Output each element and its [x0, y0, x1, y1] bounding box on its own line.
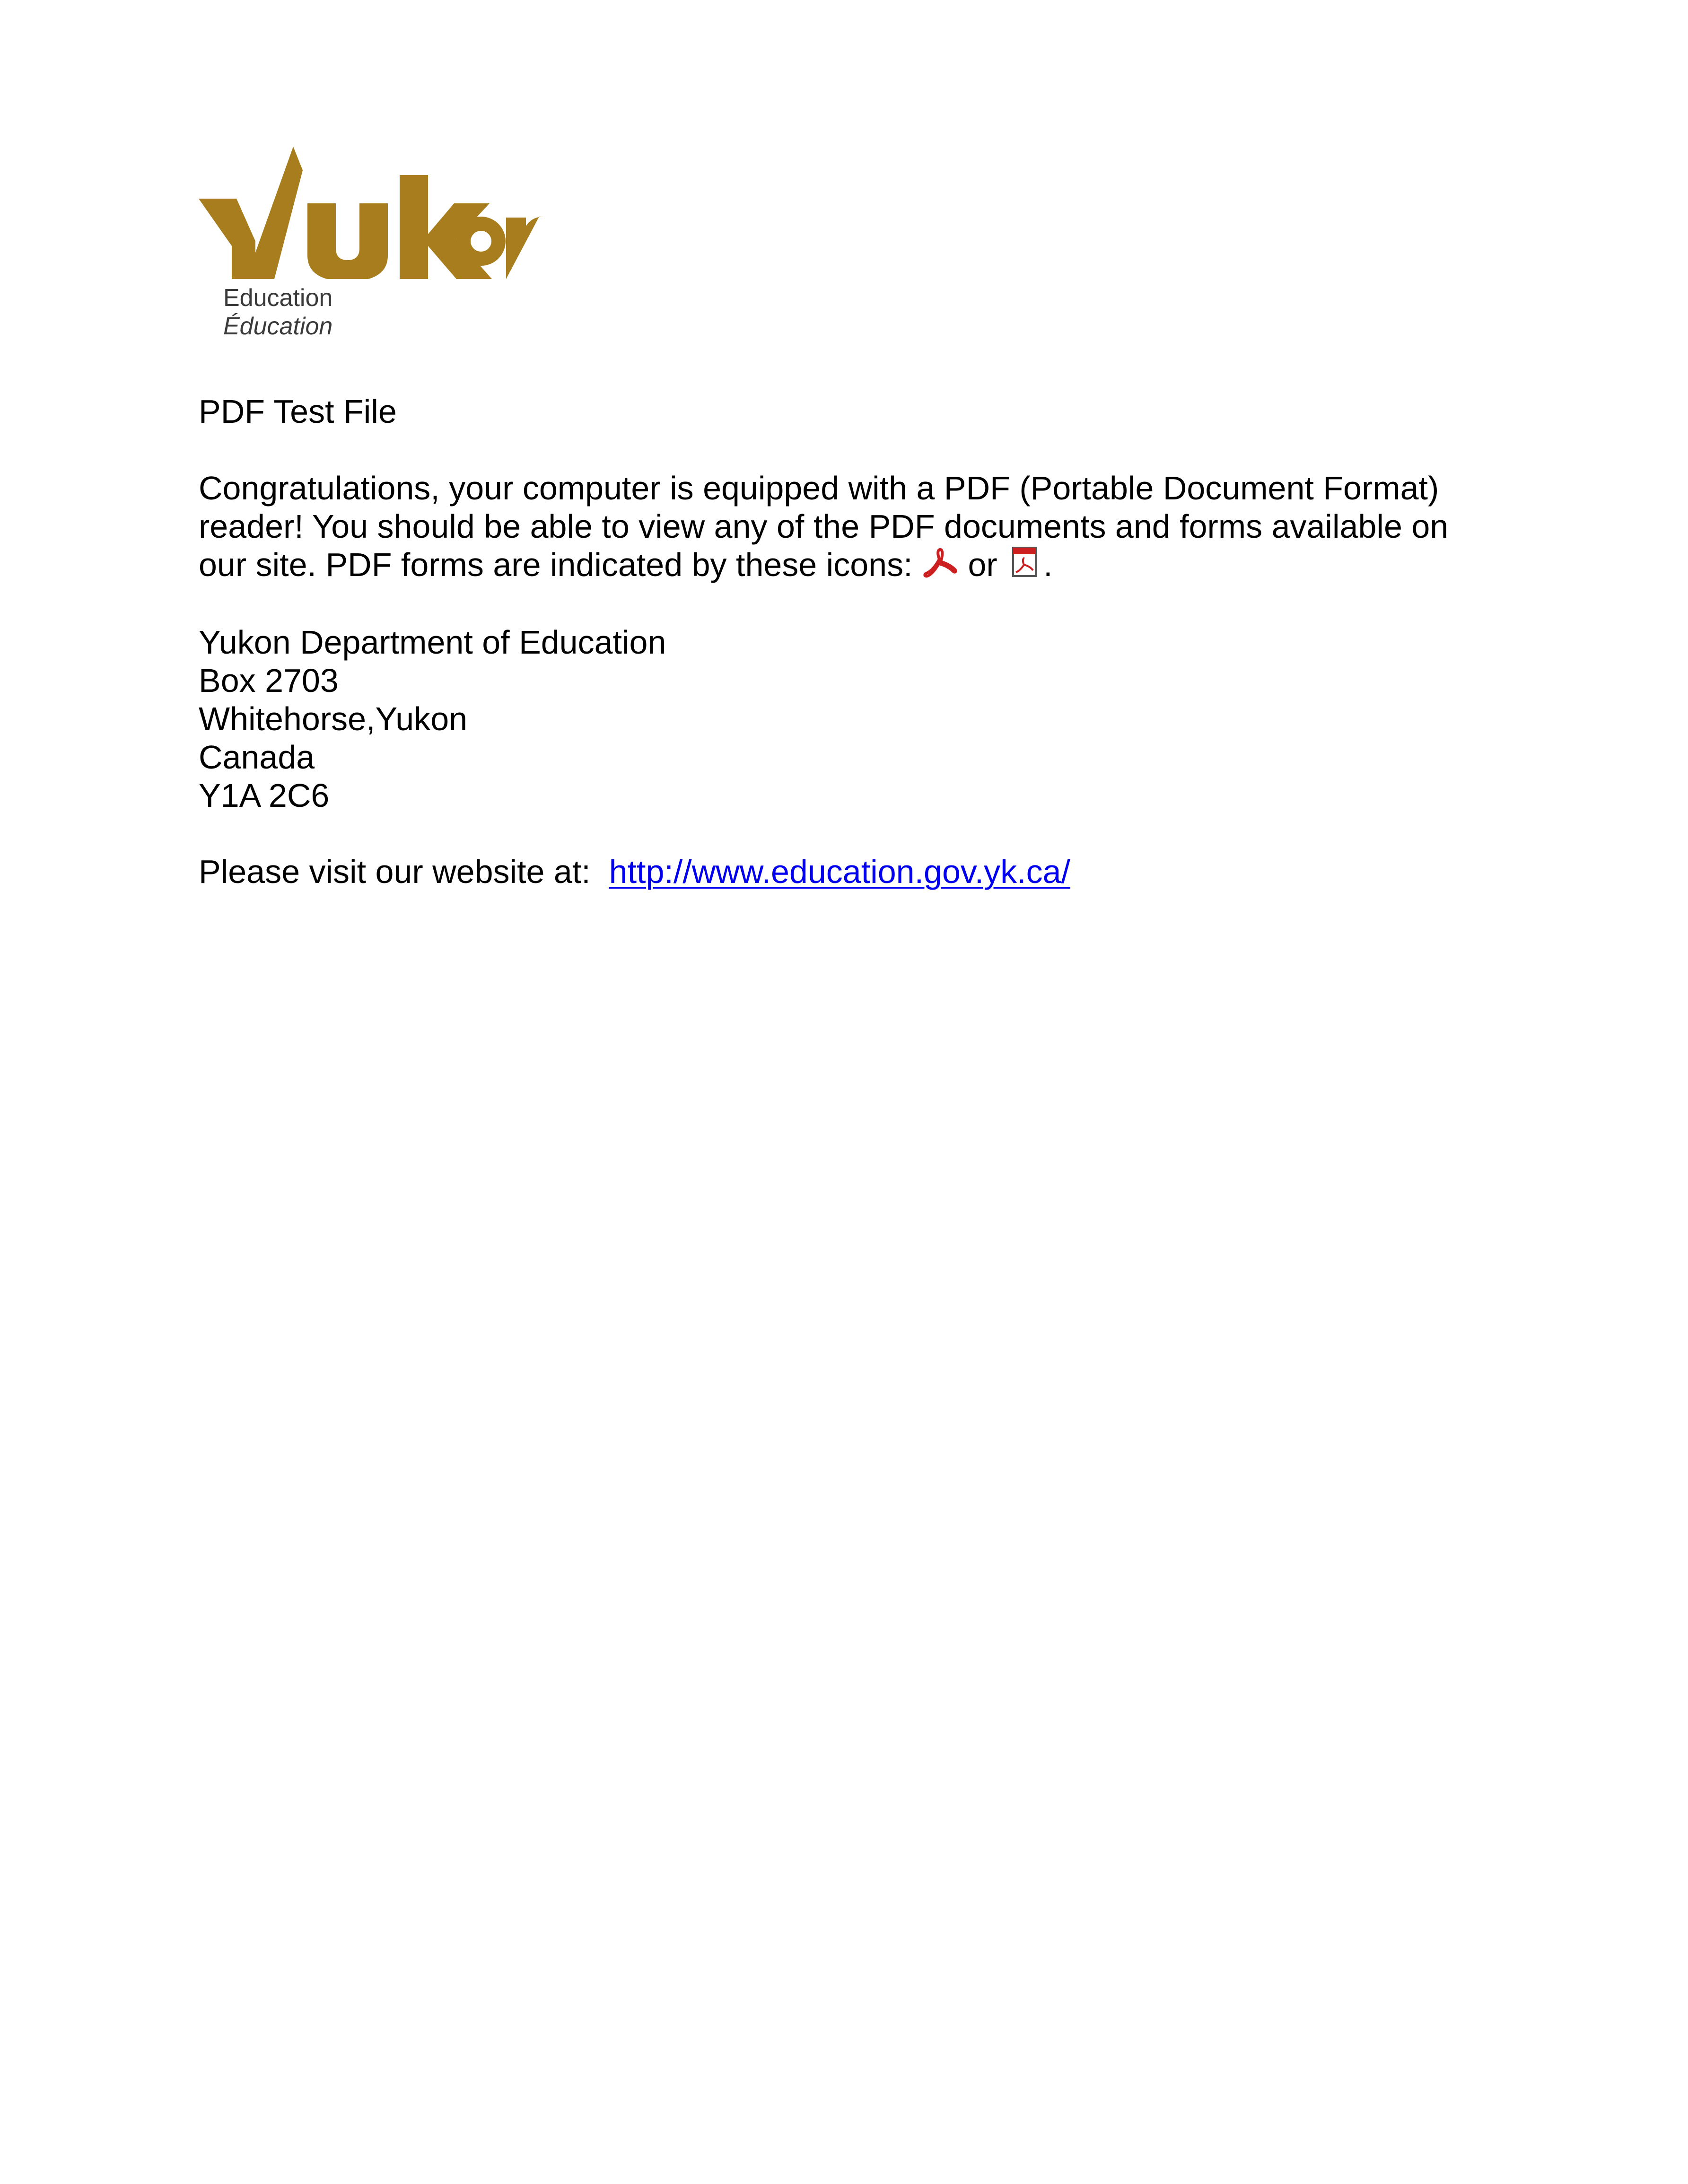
pdf-document-icon	[1006, 546, 1043, 579]
address-line-2: Box 2703	[199, 662, 339, 699]
address-line-3: Whitehorse,Yukon	[199, 700, 468, 737]
intro-paragraph	[199, 469, 1523, 584]
logo-subtitle-french: Éducation	[223, 313, 333, 340]
document-title: PDF Test File	[199, 393, 397, 430]
website-link[interactable]: http://www.education.gov.yk.ca/	[609, 853, 1070, 890]
paragraph-period: .	[1043, 546, 1053, 583]
website-label: Please visit our website at:	[199, 853, 591, 890]
yukon-education-logo	[199, 147, 539, 345]
address-line-1: Yukon Department of Education	[199, 624, 666, 661]
paragraph-line-2: reader! You should be able to view any of the PDF documents and forms available on	[199, 508, 1449, 545]
paragraph-line-3	[199, 546, 1523, 584]
address-line-5: Y1A 2C6	[199, 777, 330, 814]
paragraph-line-1: Congratulations, your computer is equipped with a PDF (Portable Document Format)	[199, 470, 1439, 507]
logo-subtitle-english: Education	[223, 284, 333, 312]
acrobat-icon	[922, 546, 959, 579]
paragraph-or-text: or	[968, 546, 997, 583]
yukon-wordmark-tail	[199, 147, 539, 279]
paragraph-line-3-text: our site. PDF forms are indicated by these icons:	[199, 546, 913, 583]
address-line-4: Canada	[199, 739, 315, 776]
website-line	[199, 853, 1523, 891]
address-block	[199, 623, 1523, 815]
